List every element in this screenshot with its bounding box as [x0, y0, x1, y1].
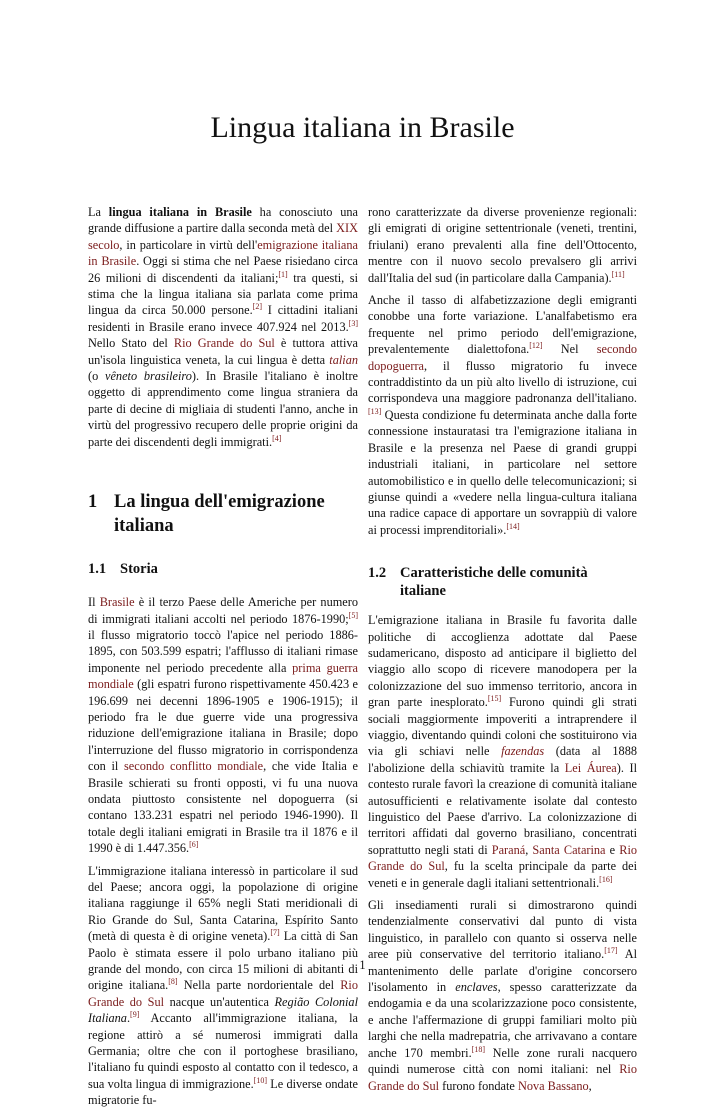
- subsection-heading: [88, 560, 358, 578]
- section-title: La lingua dell'emigrazione italiana: [114, 492, 325, 537]
- communities-paragraph-2: Gli insediamenti rurali si dimostrarono quindi tendenzialmente conservativi dal punto di vista linguistico, in parallelo con quanto si osserva nelle aree più conservative del territorio italiano.[17] Al mantenimento delle parlate d'origine concorsero l'isolamento in enclaves, spesso caratterizzate da endogamia e da una scolarizzazione poco consistente, e anche l'affermazione di gruppi familiari molto più larghi che nella madrepatria, che arrivavano a contare anche 170 membri.[18] Nelle zone rurali nacquero quindi numerose città con nomi italiani: nel Rio Grande do Sul furono fondate Nova Bassano,: [368, 898, 637, 1093]
- citation-link[interactable]: [3]: [348, 318, 358, 328]
- section-number: 1: [88, 492, 98, 513]
- italic-text: enclaves: [455, 980, 498, 995]
- subsection-heading: [368, 564, 637, 600]
- wiki-link[interactable]: Santa Catarina: [532, 842, 606, 857]
- italic-text: Região Colonial Italiana: [88, 994, 358, 1026]
- wiki-link[interactable]: fazendas: [501, 744, 545, 759]
- italic-text: vêneto brasileiro: [105, 369, 192, 384]
- wiki-link[interactable]: Rio Grande do Sul: [88, 978, 358, 1009]
- bold-text: lingua italiana in Brasile: [108, 205, 252, 219]
- citation-link[interactable]: [1]: [278, 269, 288, 279]
- wiki-link[interactable]: XIX secolo: [88, 221, 358, 252]
- history-paragraph-3: rono caratterizzate da diverse provenienze regionali: gli emigrati di origine settentrionale (veneti, trentini, friulani) erano prevalenti alla fine dell'Ottocento, mentre con il nuovo secolo prevalsero gli arrivi dall'Italia del sud (in particolare dalla Campania).[11]: [368, 205, 637, 285]
- citation-link[interactable]: [9]: [130, 1010, 140, 1020]
- wiki-link[interactable]: Rio Grande do Sul: [368, 1062, 637, 1093]
- citation-link[interactable]: [18]: [471, 1044, 485, 1054]
- citation-link[interactable]: [5]: [348, 610, 358, 620]
- section-heading: [88, 490, 358, 538]
- wiki-link[interactable]: talian: [329, 352, 358, 367]
- wiki-link[interactable]: Brasile: [99, 595, 135, 610]
- citation-link[interactable]: [4]: [272, 433, 282, 443]
- citation-link[interactable]: [7]: [270, 928, 280, 938]
- wiki-link[interactable]: Rio Grande do Sul: [173, 336, 275, 351]
- citation-link[interactable]: [17]: [604, 946, 618, 956]
- wiki-link[interactable]: Paraná: [491, 842, 526, 857]
- citation-link[interactable]: [11]: [611, 269, 625, 279]
- wiki-link[interactable]: secondo conflitto mondiale: [124, 759, 264, 774]
- citation-link[interactable]: [12]: [529, 341, 543, 351]
- intro-paragraph: La lingua italiana in Brasile ha conosciuto una grande diffusione a partire dalla seconda metà del XIX secolo, in particolare in virtù dell'emigrazione italiana in Brasile. Oggi si stima che nel Paese risiedano circa 26 milioni di discendenti da italiani;[1] tra questi, si stima che la lingua italiana sia parlata come prima lingua da circa 50.000 persone.[2] I cittadini italiani residenti in Brasile erano invece 407.924 nel 2013.[3] Nello Stato del Rio Grande do Sul è tuttora attiva un'isola linguistica veneta, la cui lingua è detta talian (o vêneto brasileiro). In Brasile l'italiano è inoltre oggetto di apprendimento come lingua straniera da parte di decine di migliaia di studenti l'anno, anche in virtù del progressivo recupero delle proprie origini da parte dei discendenti degli immigrati.[4]: [88, 205, 359, 449]
- wiki-link[interactable]: Lei Áurea: [564, 760, 617, 775]
- citation-link[interactable]: [6]: [189, 840, 199, 850]
- page-number: 1: [359, 958, 366, 972]
- wiki-link[interactable]: Nova Bassano: [517, 1078, 589, 1093]
- citation-link[interactable]: [10]: [253, 1075, 267, 1085]
- wiki-link[interactable]: Rio Grande do Sul: [368, 842, 638, 874]
- citation-link[interactable]: [8]: [168, 977, 178, 987]
- history-paragraph-4: Anche il tasso di alfabetizzazione degli emigranti conobbe una forte variazione. L'analfabetismo era frequente nel primo periodo dell'emigrazione, prevalentemente dialettofona.[12] Nel secondo dopoguerra, il flusso migratorio fu invece contraddistinto da un più alto livello di istruzione, cui corrispondeva una maggiore padronanza dell'italiano.[13] Questa condizione fu determinata anche dalla forte connessione instauratasi tra l'emigrazione italiana in Brasile e la presenza nel Paese di grandi gruppi industriali italiani, in particolare nel settore automobilistico e in quello delle telecomunicazioni; si giunse quindi a «vedere nella lingua-cultura italiana una radice capace di apportare un sovrappiù di valore ai processi imprenditoriali».[14]: [368, 293, 637, 537]
- page-title: Lingua italiana in Brasile: [210, 111, 515, 144]
- subsection-number: 1.2: [368, 565, 387, 582]
- subsection-number: 1.1: [88, 561, 107, 578]
- wiki-link[interactable]: emigrazione italiana in Brasile: [88, 237, 358, 269]
- wiki-link[interactable]: prima guerra mondiale: [88, 660, 358, 692]
- citation-link[interactable]: [16]: [599, 874, 613, 884]
- citation-link[interactable]: [13]: [368, 406, 382, 416]
- left-column: [88, 204, 358, 1115]
- wiki-link[interactable]: secondo dopoguerra: [368, 342, 637, 373]
- communities-paragraph-1: L'emigrazione italiana in Brasile fu favorita dalle politiche di accoglienza adottate dal Paese sudamericano, disposto ad anticipare il biglietto del viaggio allo scopo di ricevere manodopera per la colonizzazione del suo immenso territorio, ancora in gran parte inesplorato.[15] Furono quindi gli strati sociali maggiormente impoveriti a intraprendere il viaggio, diventando quindi coloni che sostituirono via via gli schiavi nelle fazendas (data al 1888 l'abolizione della schiavitù tramite la Lei Áurea). Il contesto rurale favorì la creazione di comunità italiane autosufficienti e relativamente isolate dal contesto linguistico del Paese d'arrivo. La colonizzazione di territori affidati dal governo brasiliano, concentrati soprattutto negli stati di Paraná, Santa Catarina e Rio Grande do Sul, fu la scelta principale da parte dei veneti e in generale dagli italiani settentrionali.[16]: [368, 613, 638, 890]
- subsection-title: Storia: [120, 561, 158, 578]
- citation-link[interactable]: [15]: [487, 694, 502, 704]
- subsection-title: Caratteristiche delle comunità italiane: [400, 565, 588, 600]
- citation-link[interactable]: [14]: [506, 521, 520, 531]
- history-paragraph-2: L'immigrazione italiana interessò in particolare il sud del Paese; ancora oggi, la popolazione di origine italiana raggiunge il 65% negli Stati meridionali di Rio Grande do Sul, Santa Catarina, Espírito Santo (metà di questa è di origine veneta).[7] La città di San Paolo è stimata essere il polo urbano italiano più grande del mondo, con circa 15 milioni di abitanti di origine italiana.[8] Nella parte nordorientale del Rio Grande do Sul nacque un'autentica Região Colonial Italiana.[9] Accanto all'immigrazione italiana, la regione attirò a sé numerosi immigrati dalla Germania; oltre che con il portoghese brasiliano, l'italiano fu quindi esposto al contatto con il tedesco, a sua volta lingua di immigrazione.[10] Le diverse ondate migratorie fu-: [88, 863, 358, 1108]
- citation-link[interactable]: [2]: [252, 302, 262, 312]
- history-paragraph-1: Il Brasile è il terzo Paese delle Americhe per numero di immigrati italiani accolti nel periodo 1876-1990;[5] il flusso migratorio toccò l'apice nel periodo 1886-1895, con 503.599 espatri; l'afflusso di italiani rimase imponente nel periodo precedente alla prima guerra mondiale (gli espatri furono rispettivamente 450.423 e 196.699 nei decenni 1896-1905 e 1906-1915); il periodo fra le due guerre vide una progressiva riduzione dell'emigrazione italiana in Brasile; dopo l'interruzione del flusso migratorio in corrispondenza con il secondo conflitto mondiale, che vide Italia e Brasile schierati su fronti opposti, vi fu una nuova ondata piuttosto consistente nel dopoguerra (si contano 133.231 espatri nel periodo 1946-1990). Il totale degli italiani emigrati in Brasile tra il 1876 e il 1990 è di 1.447.356.[6]: [88, 595, 358, 856]
